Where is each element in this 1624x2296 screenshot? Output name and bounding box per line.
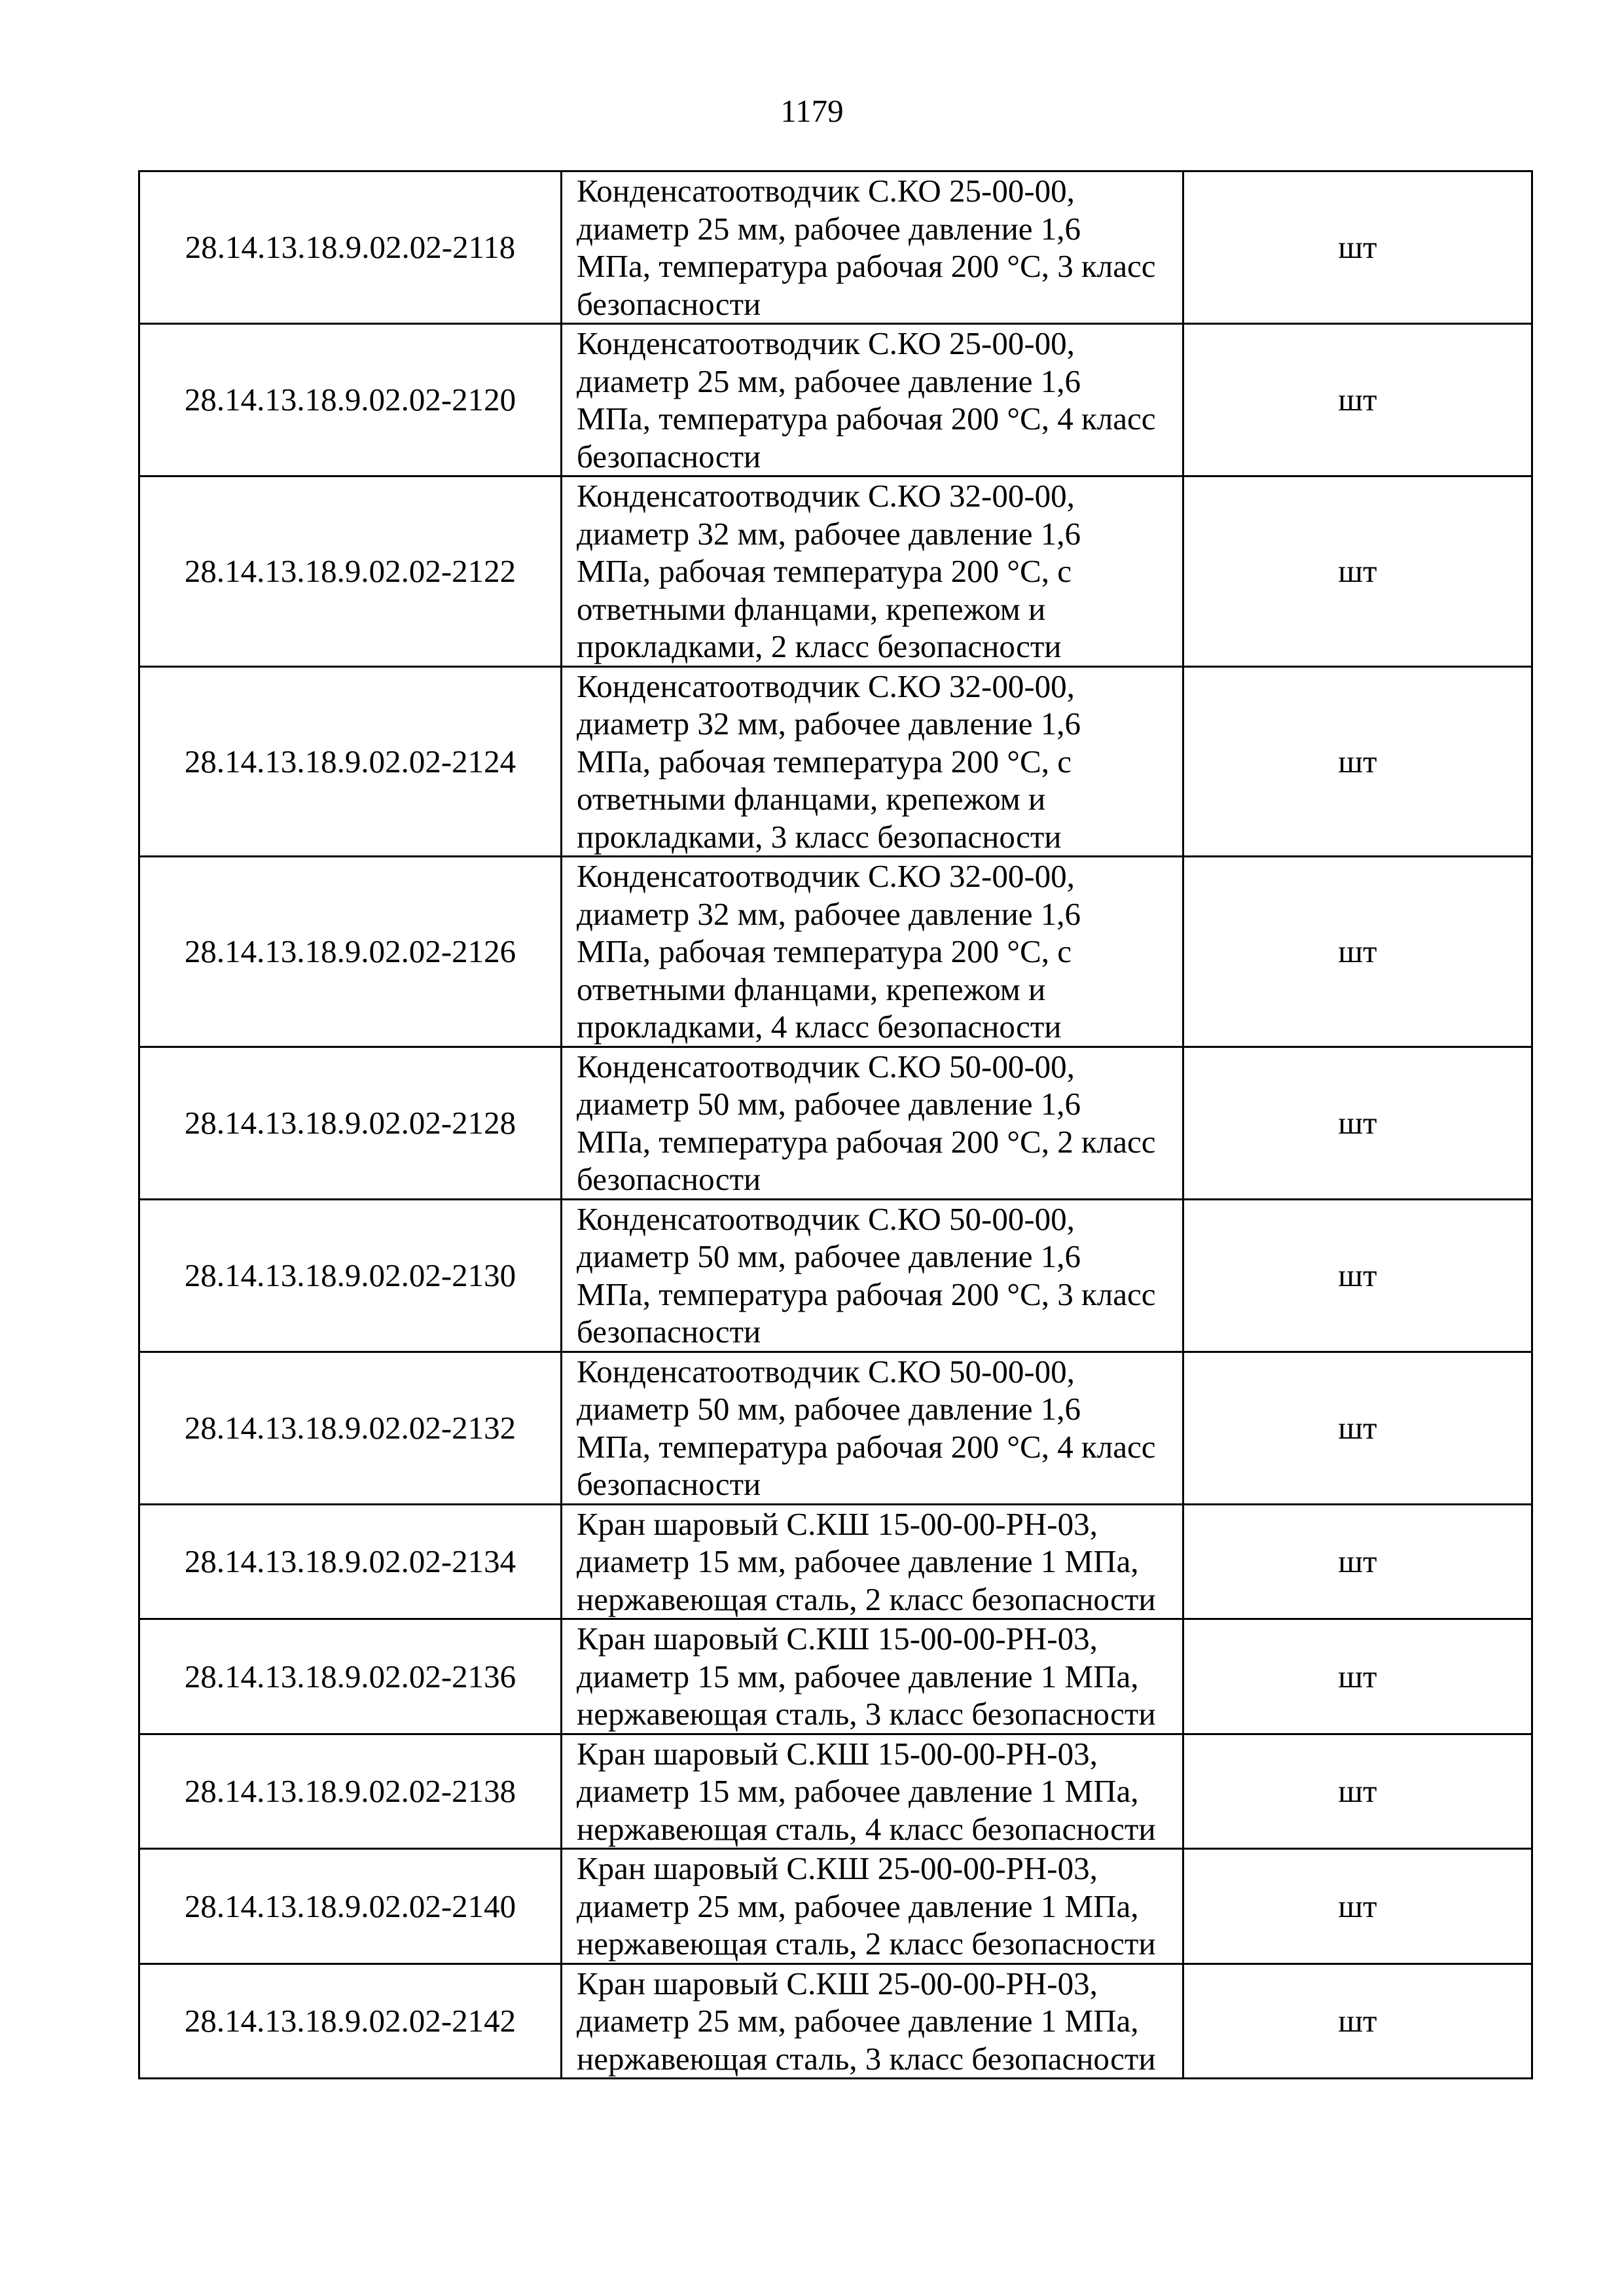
resource-code: 28.14.13.18.9.02.02-2120 [139, 324, 562, 476]
description-line: безопасности [577, 438, 761, 475]
description-line: Кран шаровый С.КШ 25-00-00-РН-03, [577, 1850, 1098, 1886]
description-line: Конденсатоотводчик С.КО 50-00-00, [577, 1048, 1075, 1085]
resource-code: 28.14.13.18.9.02.02-2130 [139, 1199, 562, 1352]
unit-of-measure: шт [1183, 1734, 1532, 1849]
description-line: диаметр 25 мм, рабочее давление 1,6 [577, 363, 1081, 399]
description-line: МПа, температура рабочая 200 °С, 2 класс [577, 1123, 1156, 1160]
table-row [139, 1504, 1532, 1619]
table-row [139, 1199, 1532, 1352]
description-line: МПа, рабочая температура 200 °С, с [577, 553, 1072, 589]
description-line: диаметр 32 мм, рабочее давление 1,6 [577, 515, 1081, 552]
description-line: диаметр 32 мм, рабочее давление 1,6 [577, 895, 1081, 932]
unit-of-measure: шт [1183, 1849, 1532, 1964]
description-line: нержавеющая сталь, 3 класс безопасности [577, 1696, 1156, 1732]
description-line: Кран шаровый С.КШ 15-00-00-РН-03, [577, 1735, 1098, 1772]
description-line: нержавеющая сталь, 3 класс безопасности [577, 2040, 1156, 2077]
resource-code: 28.14.13.18.9.02.02-2142 [139, 1964, 562, 2079]
resource-description [562, 1619, 1183, 1734]
description-line: Конденсатоотводчик С.КО 50-00-00, [577, 1200, 1075, 1237]
resource-description [562, 1047, 1183, 1199]
resource-description [562, 1504, 1183, 1619]
description-line: ответными фланцами, крепежом и [577, 781, 1046, 817]
unit-of-measure: шт [1183, 1504, 1532, 1619]
description-line: диаметр 50 мм, рабочее давление 1,6 [577, 1391, 1081, 1427]
resource-code: 28.14.13.18.9.02.02-2126 [139, 857, 562, 1047]
resource-description [562, 857, 1183, 1047]
description-line: диаметр 50 мм, рабочее давление 1,6 [577, 1238, 1081, 1274]
table-row [139, 1047, 1532, 1199]
description-line: диаметр 15 мм, рабочее давление 1 МПа, [577, 1658, 1139, 1695]
description-line: диаметр 15 мм, рабочее давление 1 МПа, [577, 1773, 1139, 1809]
resource-description [562, 171, 1183, 324]
resource-description [562, 1352, 1183, 1504]
table-row [139, 1734, 1532, 1849]
description-line: Конденсатоотводчик С.КО 32-00-00, [577, 478, 1075, 514]
table-row [139, 324, 1532, 476]
resource-description [562, 1199, 1183, 1352]
table-row [139, 666, 1532, 857]
page-number: 1179 [780, 93, 844, 129]
description-line: ответными фланцами, крепежом и [577, 971, 1046, 1007]
unit-of-measure: шт [1183, 1619, 1532, 1734]
description-line: Кран шаровый С.КШ 15-00-00-РН-03, [577, 1505, 1098, 1542]
description-line: диаметр 25 мм, рабочее давление 1 МПа, [577, 1888, 1139, 1924]
description-line: диаметр 50 мм, рабочее давление 1,6 [577, 1086, 1081, 1122]
description-line: диаметр 32 мм, рабочее давление 1,6 [577, 706, 1081, 742]
description-line: Конденсатоотводчик С.КО 50-00-00, [577, 1353, 1075, 1390]
resource-description [562, 324, 1183, 476]
description-line: МПа, температура рабочая 200 °С, 4 класс [577, 401, 1156, 437]
table-row [139, 857, 1532, 1047]
table-row [139, 1352, 1532, 1504]
table-row [139, 1849, 1532, 1964]
description-line: нержавеющая сталь, 4 класс безопасности [577, 1810, 1156, 1847]
description-line: Конденсатоотводчик С.КО 25-00-00, [577, 173, 1075, 209]
description-line: безопасности [577, 285, 761, 322]
table-row [139, 171, 1532, 324]
description-line: МПа, рабочая температура 200 °С, с [577, 933, 1072, 969]
description-line: Кран шаровый С.КШ 15-00-00-РН-03, [577, 1621, 1098, 1657]
resource-description [562, 1964, 1183, 2079]
resource-code: 28.14.13.18.9.02.02-2134 [139, 1504, 562, 1619]
description-line: безопасности [577, 1161, 761, 1197]
resource-description [562, 476, 1183, 667]
resource-description [562, 666, 1183, 857]
description-line: безопасности [577, 1314, 761, 1350]
description-line: диаметр 15 мм, рабочее давление 1 МПа, [577, 1543, 1139, 1579]
resource-description [562, 1734, 1183, 1849]
description-line: диаметр 25 мм, рабочее давление 1,6 [577, 210, 1081, 247]
resource-code: 28.14.13.18.9.02.02-2140 [139, 1849, 562, 1964]
description-line: МПа, температура рабочая 200 °С, 3 класс [577, 1276, 1156, 1312]
description-line: нержавеющая сталь, 2 класс безопасности [577, 1581, 1156, 1617]
unit-of-measure: шт [1183, 1047, 1532, 1199]
description-line: ответными фланцами, крепежом и [577, 590, 1046, 627]
unit-of-measure: шт [1183, 1964, 1532, 2079]
unit-of-measure: шт [1183, 1199, 1532, 1352]
unit-of-measure: шт [1183, 171, 1532, 324]
description-line: прокладками, 4 класс безопасности [577, 1009, 1062, 1045]
description-line: МПа, рабочая температура 200 °С, с [577, 743, 1072, 780]
resource-code: 28.14.13.18.9.02.02-2118 [139, 171, 562, 324]
resource-code: 28.14.13.18.9.02.02-2132 [139, 1352, 562, 1504]
unit-of-measure: шт [1183, 476, 1532, 667]
resource-code: 28.14.13.18.9.02.02-2122 [139, 476, 562, 667]
table-row [139, 476, 1532, 667]
description-line: безопасности [577, 1466, 761, 1502]
resource-table [138, 170, 1533, 2079]
description-line: нержавеющая сталь, 2 класс безопасности [577, 1926, 1156, 1962]
description-line: прокладками, 3 класс безопасности [577, 818, 1062, 855]
description-line: Конденсатоотводчик С.КО 32-00-00, [577, 858, 1075, 894]
table-row [139, 1964, 1532, 2079]
unit-of-measure: шт [1183, 857, 1532, 1047]
description-line: прокладками, 2 класс безопасности [577, 628, 1062, 664]
description-line: Кран шаровый С.КШ 25-00-00-РН-03, [577, 1965, 1098, 2001]
unit-of-measure: шт [1183, 324, 1532, 476]
unit-of-measure: шт [1183, 1352, 1532, 1504]
unit-of-measure: шт [1183, 666, 1532, 857]
description-line: МПа, температура рабочая 200 °С, 3 класс [577, 248, 1156, 284]
description-line: диаметр 25 мм, рабочее давление 1 МПа, [577, 2003, 1139, 2039]
table-row [139, 1619, 1532, 1734]
resource-code: 28.14.13.18.9.02.02-2124 [139, 666, 562, 857]
resource-description [562, 1849, 1183, 1964]
resource-code: 28.14.13.18.9.02.02-2136 [139, 1619, 562, 1734]
resource-code: 28.14.13.18.9.02.02-2128 [139, 1047, 562, 1199]
description-line: МПа, температура рабочая 200 °С, 4 класс [577, 1428, 1156, 1465]
resource-code: 28.14.13.18.9.02.02-2138 [139, 1734, 562, 1849]
description-line: Конденсатоотводчик С.КО 25-00-00, [577, 325, 1075, 361]
table-body [139, 171, 1532, 2079]
description-line: Конденсатоотводчик С.КО 32-00-00, [577, 668, 1075, 704]
